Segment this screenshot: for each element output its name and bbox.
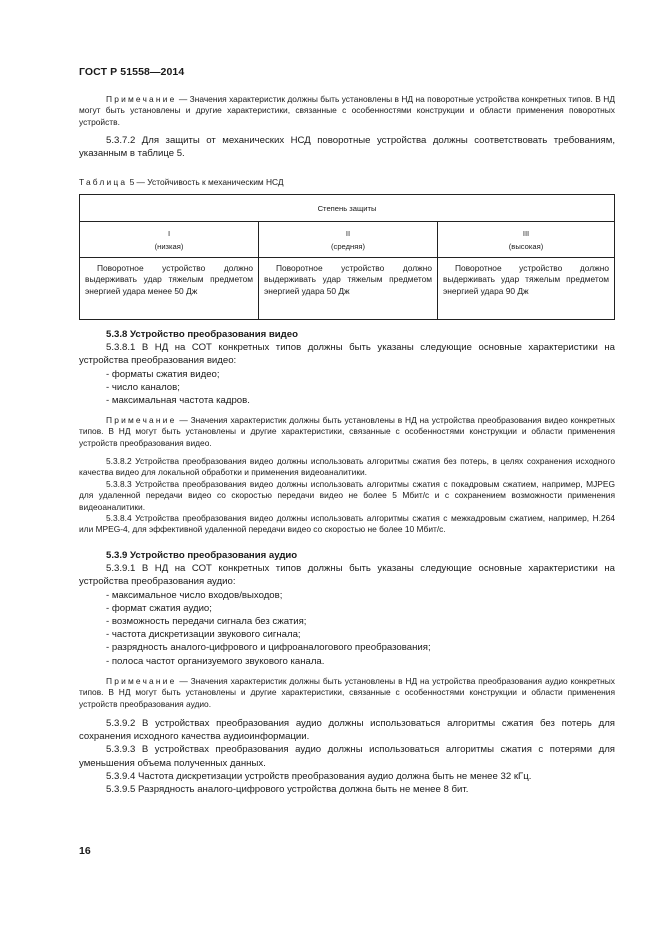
section-heading: 5.3.9 Устройство преобразования аудио (106, 550, 298, 561)
note-text: — Значения характеристик должны быть установлены в НД на поворотные устройства конкретных типов. В НД могут быть установлены и другие характеристики, связанные с особенностями конструкции и области применения поворотных устройств. (79, 94, 615, 127)
list-item: - форматы сжатия видео; (106, 368, 220, 380)
list-item: - полоса частот организуемого звукового канала. (106, 655, 325, 667)
section-5-3-9: 5.3.9 Устройство преобразования аудио 5.3.9.1 В НД на СОТ конкретных типов должны быть указаны следующие основные характеристики на устройства преобразования аудио: - максимальное число входов/выходов; - формат сжатия аудио; - возможность передачи сигнала без сжатия; - частота дискретизации звукового сигнала; - разрядность аналого-цифрового и цифроаналогового преобразования; - полоса частот организуемого звукового канала. (79, 550, 615, 667)
note-rotary (79, 94, 615, 128)
section-5-3-8: 5.3.8 Устройство преобразования видео 5.3.8.1 В НД на СОТ конкретных типов должны быть указаны следующие основные характеристики на устройства преобразования видео: - форматы сжатия видео; - число каналов; - максимальная частота кадров. (79, 329, 615, 407)
table-cell: Поворотное устройство должно выдерживать удар тяжелым предметом энергией удара 50 Дж (259, 258, 438, 320)
paragraphs-5-3-8-2-to-4: 5.3.8.2 Устройства преобразования видео должны использовать алгоритмы сжатия без потерь, в целях сохранения исходного качества видео для локальной обработки и применения видеоаналитики. 5.3.8.3 Устройства преобразования видео должны использовать алгоритмы сжатия с покадровым сжатием, например, MJPEG для удаленной передачи видео со скоростью передачи видео не более 5 Мбит/с и с сохранением возможности применения видеоаналитики. 5.3.8.4 Устройства преобразования видео должны использовать алгоритмы сжатия с межкадровым сжатием, например, H.264 или MPEG-4, для эффективной удаленной передачи видео со скоростью не более 10 Мбит/с. (79, 456, 615, 535)
table-5 (79, 194, 615, 320)
list-item: - разрядность аналого-цифрового и цифроаналогового преобразования; (106, 642, 431, 654)
table-level-cell: III (высокая) (438, 222, 615, 258)
list-item: - возможность передачи сигнала без сжатия; (106, 616, 307, 628)
list-item: - число каналов; (106, 381, 180, 393)
table-header-row (80, 195, 615, 222)
table-level-row (80, 222, 615, 258)
list-item: - частота дискретизации звукового сигнала; (106, 629, 301, 641)
page-number: 16 (79, 845, 91, 857)
table-level-cell: I (низкая) (80, 222, 259, 258)
list-item: - максимальная частота кадров. (106, 395, 250, 407)
note-audio: Примечание — Значения характеристик должны быть установлены в НД на устройства преобразования аудио конкретных типов. В НД могут быть установлены и другие характеристики, связанные с особенностями конструкции и области применения устройств преобразования аудио. (79, 676, 615, 709)
table-caption: Таблица 5 — Устойчивость к механическим НСД (79, 177, 284, 187)
note-label: Примечание (106, 94, 177, 104)
note-video: Примечание — Значения характеристик должны быть установлены в НД на устройства преобразования видео конкретных типов. В НД могут быть установлены и другие характеристики, связанные с особенностями конструкции и области применения устройств преобразования видео. (79, 415, 615, 448)
section-heading: 5.3.8 Устройство преобразования видео (106, 329, 298, 340)
table-header-cell: Степень защиты (80, 195, 615, 222)
table-cell: Поворотное устройство должно выдерживать удар тяжелым предметом энергией удара менее 50 Дж (80, 258, 259, 320)
paragraphs-5-3-9-2-to-5: 5.3.9.2 В устройствах преобразования аудио должны использоваться алгоритмы сжатия без потерь для сохранения исходного качества аудиоинформации. 5.3.9.3 В устройствах преобразования аудио должны использоваться алгоритмы сжатия с потерями для уменьшения объема полученных данных. 5.3.9.4 Частота дискретизации устройств преобразования аудио должна быть не менее 32 кГц. 5.3.9.5 Разрядность аналого-цифрового устройства должна быть не менее 8 бит. (79, 718, 615, 796)
list-item: - формат сжатия аудио; (106, 602, 212, 614)
table-content-row (80, 258, 615, 320)
list-item: - максимальное число входов/выходов; (106, 589, 283, 601)
table-level-cell: II (средняя) (259, 222, 438, 258)
paragraph-5-3-7-2: 5.3.7.2 Для защиты от механических НСД поворотные устройства должны соответствовать требованиям, указанным в таблице 5. (79, 135, 615, 160)
table-cell: Поворотное устройство должно выдерживать удар тяжелым предметом энергией удара 90 Дж (438, 258, 615, 320)
document-id: ГОСТ Р 51558—2014 (79, 66, 185, 78)
